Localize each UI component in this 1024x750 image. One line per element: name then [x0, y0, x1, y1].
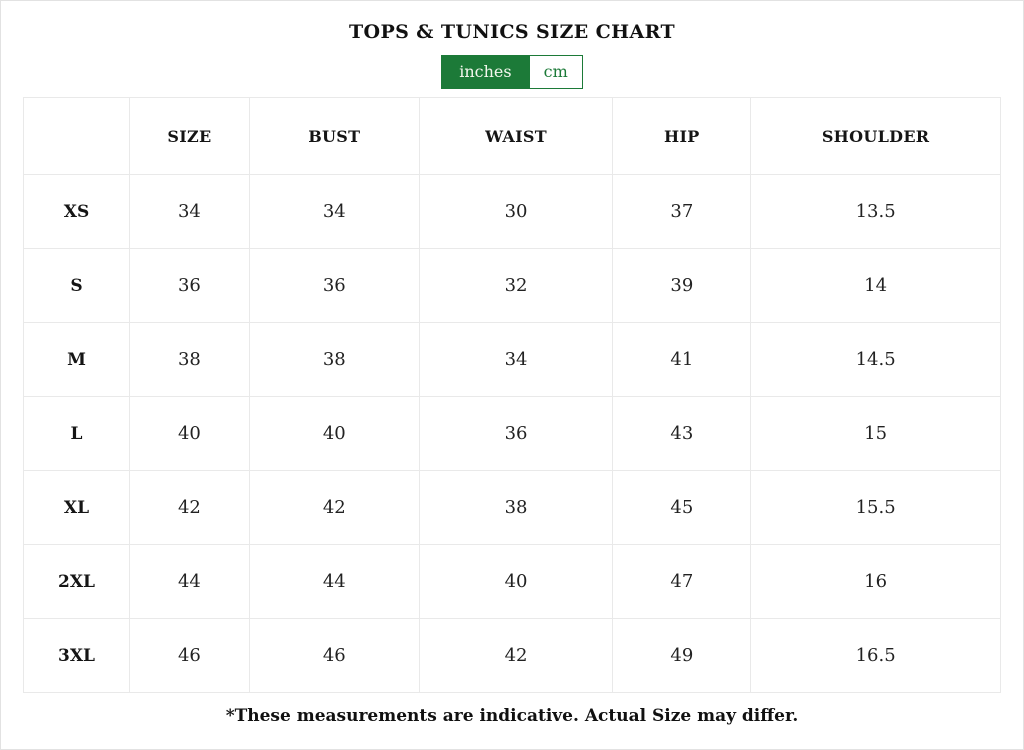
table-row	[24, 323, 1001, 397]
cell-xs-shoulder: 13.5	[751, 175, 1001, 249]
column-header-hip: HIP	[613, 98, 751, 175]
cell-xl-waist: 38	[419, 471, 613, 545]
table-row	[24, 471, 1001, 545]
cell-m-shoulder: 14.5	[751, 323, 1001, 397]
table-row	[24, 545, 1001, 619]
row-label-s: S	[24, 249, 130, 323]
cell-3xl-shoulder: 16.5	[751, 619, 1001, 693]
cell-xs-waist: 30	[419, 175, 613, 249]
table-row	[24, 619, 1001, 693]
row-label-xl: XL	[24, 471, 130, 545]
cell-xs-size: 34	[130, 175, 250, 249]
unit-toggle	[441, 55, 583, 89]
cell-l-shoulder: 15	[751, 397, 1001, 471]
cell-l-bust: 40	[249, 397, 419, 471]
cell-3xl-size: 46	[130, 619, 250, 693]
cell-s-bust: 36	[249, 249, 419, 323]
cell-2xl-size: 44	[130, 545, 250, 619]
unit-toggle-cm-button[interactable]: cm	[530, 55, 583, 89]
cell-l-waist: 36	[419, 397, 613, 471]
cell-l-hip: 43	[613, 397, 751, 471]
unit-toggle-container	[1, 55, 1023, 89]
cell-2xl-bust: 44	[249, 545, 419, 619]
page-title: TOPS & TUNICS SIZE CHART	[348, 21, 676, 43]
cell-s-shoulder: 14	[751, 249, 1001, 323]
row-label-xs: XS	[24, 175, 130, 249]
column-header-bust: BUST	[249, 98, 419, 175]
row-label-m: M	[24, 323, 130, 397]
unit-toggle-inches-button[interactable]: inches	[441, 55, 529, 89]
cell-3xl-waist: 42	[419, 619, 613, 693]
row-label-l: L	[24, 397, 130, 471]
column-header-shoulder: SHOULDER	[751, 98, 1001, 175]
row-label-3xl: 3XL	[24, 619, 130, 693]
cell-3xl-bust: 46	[249, 619, 419, 693]
cell-m-size: 38	[130, 323, 250, 397]
cell-m-waist: 34	[419, 323, 613, 397]
cell-s-size: 36	[130, 249, 250, 323]
column-header-waist: WAIST	[419, 98, 613, 175]
cell-m-bust: 38	[249, 323, 419, 397]
cell-xs-hip: 37	[613, 175, 751, 249]
footnote: *These measurements are indicative. Actual Size may differ.	[225, 706, 799, 726]
cell-2xl-hip: 47	[613, 545, 751, 619]
cell-m-hip: 41	[613, 323, 751, 397]
cell-xs-bust: 34	[249, 175, 419, 249]
table-row	[24, 175, 1001, 249]
table-header-row	[24, 98, 1001, 175]
cell-xl-hip: 45	[613, 471, 751, 545]
column-header-size: SIZE	[130, 98, 250, 175]
cell-3xl-hip: 49	[613, 619, 751, 693]
cell-s-waist: 32	[419, 249, 613, 323]
cell-xl-shoulder: 15.5	[751, 471, 1001, 545]
cell-l-size: 40	[130, 397, 250, 471]
cell-2xl-waist: 40	[419, 545, 613, 619]
cell-xl-size: 42	[130, 471, 250, 545]
size-chart-table	[23, 97, 1001, 693]
cell-xl-bust: 42	[249, 471, 419, 545]
cell-2xl-shoulder: 16	[751, 545, 1001, 619]
column-header-blank	[24, 98, 130, 175]
cell-s-hip: 39	[613, 249, 751, 323]
row-label-2xl: 2XL	[24, 545, 130, 619]
table-row	[24, 249, 1001, 323]
table-row	[24, 397, 1001, 471]
